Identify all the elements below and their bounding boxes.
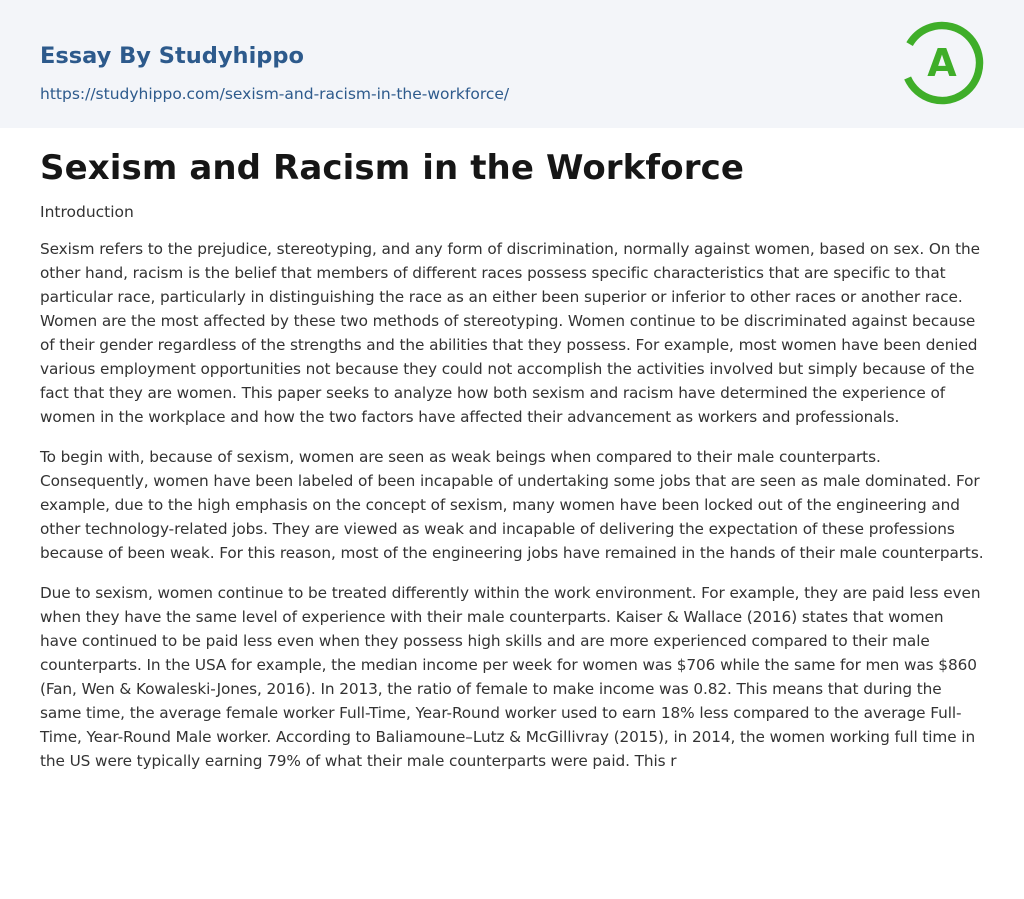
logo-letter: A xyxy=(927,41,957,85)
brand-title: Essay By Studyhippo xyxy=(40,43,304,69)
studyhippo-logo-icon[interactable] xyxy=(899,20,985,106)
article xyxy=(0,146,1024,773)
site-header xyxy=(0,0,1024,128)
article-title: Sexism and Racism in the Workforce xyxy=(40,148,745,188)
essay-url-link[interactable]: https://studyhippo.com/sexism-and-racism-in-the-workforce/ xyxy=(40,85,510,103)
paragraph-3: Due to sexism, women continue to be treated differently within the work environment. For example, they are paid less even when they have the same level of experience with their male counterparts. Kaiser & Wallace (2016) states that women have continued to be paid less even when they possess high skills and are more experienced compared to their male counterparts. In the USA for example, the median income per week for women was $706 while the same for men was $860 (Fan, Wen & Kowaleski-Jones, 2016). In 2013, the ratio of female to make income was 0.82. This means that during the same time, the average female worker Full-Time, Year-Round worker used to earn 18% less compared to the average Full-Time, Year-Round Male worker. According to Baliamoune–Lutz & McGillivray (2015), in 2014, the women working full time in the US were typically earning 79% of what their male counterparts were paid. This r xyxy=(40,584,981,770)
paragraph-2: To begin with, because of sexism, women are seen as weak beings when compared to their male counterparts. Consequently, women have been labeled of been incapable of undertaking some jobs that are seen as male dominated. For example, due to the high emphasis on the concept of sexism, many women have been locked out of the engineering and other technology-related jobs. They are viewed as weak and incapable of delivering the expectation of these professions because of been weak. For this reason, most of the engineering jobs have remained in the hands of their male counterparts. xyxy=(40,448,984,562)
article-subheading: Introduction xyxy=(40,203,134,221)
paragraph-1: Sexism refers to the prejudice, stereotyping, and any form of discrimination, normally against women, based on sex. On the other hand, racism is the belief that members of different races possess specific characteristics that are specific to that particular race, particularly in distinguishing the race as an either been superior or inferior to other races or another race. Women are the most affected by these two methods of stereotyping. Women continue to be discriminated against because of their gender regardless of the strengths and the abilities that they possess. For example, most women have been denied various employment opportunities not because they could not accomplish the activities involved but simply because of the fact that they are women. This paper seeks to analyze how both sexism and racism have determined the experience of women in the workplace and how the two factors have affected their advancement as workers and professionals. xyxy=(40,240,980,426)
